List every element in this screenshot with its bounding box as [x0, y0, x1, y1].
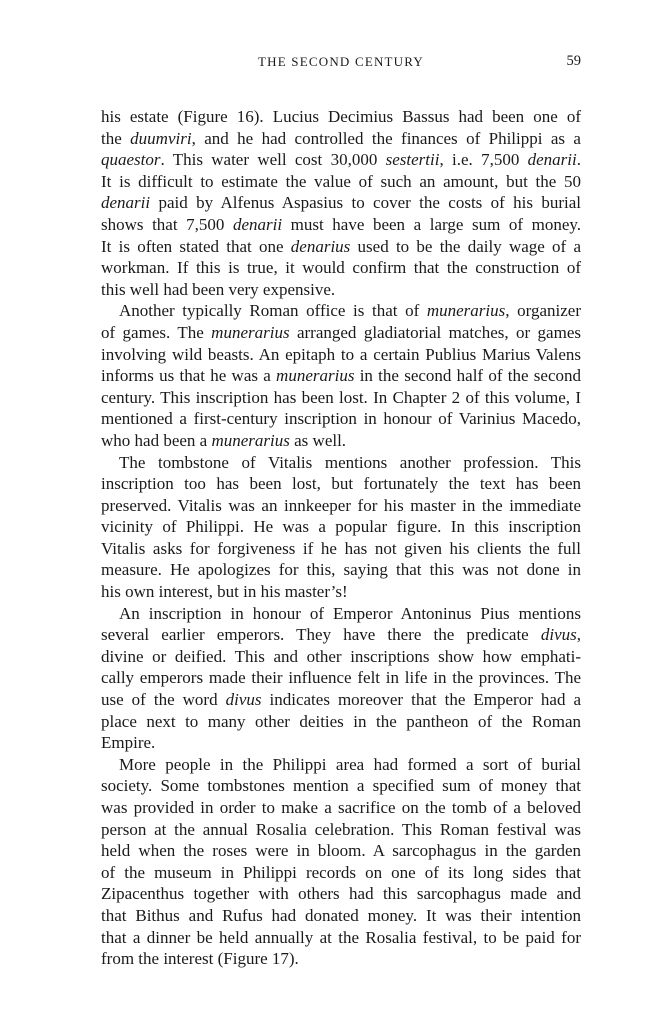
italic-term: denarii: [527, 150, 577, 170]
text-line: [101, 905, 581, 927]
text-line: [101, 927, 581, 949]
text-line: [101, 667, 581, 689]
text-run: this well had been very expensive.: [101, 279, 336, 299]
italic-term: munerarius: [276, 366, 355, 386]
text-line: [101, 689, 581, 711]
text-run: divine or deified. This and other inscriptions show how emphati-: [101, 646, 581, 666]
italic-term: munerarius: [426, 301, 506, 321]
body-text: [101, 106, 581, 970]
text-run: involving wild beasts. An epitaph to a certain Publius Marius Valens: [101, 344, 581, 364]
text-run: Zipacenthus together with others had this sarcophagus made and: [101, 884, 581, 904]
paragraph: [101, 106, 581, 300]
text-line: [101, 775, 581, 797]
text-run: .: [576, 150, 581, 170]
text-run: use of the word: [101, 690, 226, 710]
text-line: [101, 430, 581, 452]
text-run: paid by Alfenus Aspasius to cover the costs of his burial: [150, 193, 581, 213]
text-line: [101, 408, 581, 430]
text-line: [101, 236, 581, 258]
italic-term: munerarius: [211, 322, 290, 342]
italic-term: denarius: [290, 236, 351, 256]
text-line: [101, 624, 581, 646]
text-run: was provided in order to make a sacrifice on the tomb of a beloved: [101, 798, 581, 817]
text-run: informs us that he was a: [101, 366, 277, 386]
italic-term: denarii: [101, 193, 151, 213]
italic-term: quaestor: [101, 150, 161, 170]
text-line: [101, 192, 581, 214]
text-line: [101, 171, 581, 193]
text-run: Empire.: [101, 733, 156, 753]
text-line: [101, 883, 581, 905]
text-run: century. This inscription has been lost. In Chapter 2 of this volume, I: [101, 387, 581, 407]
italic-term: divus: [540, 625, 577, 645]
text-run: shows that 7,500: [101, 214, 233, 234]
text-line: [101, 559, 581, 581]
text-run: inscription too has been lost, but fortunately the text has been: [101, 474, 581, 494]
italic-term: divus: [225, 690, 262, 710]
text-line: [101, 516, 581, 538]
text-run: several earlier emperors. They have there the predicate: [101, 625, 541, 645]
text-line: [101, 473, 581, 495]
running-head: [101, 50, 581, 72]
text-run: preserved. Vitalis was an innkeeper for his master in the immediate: [101, 495, 581, 515]
text-run: his estate (Figure 16). Lucius Decimius Bassus had been one of: [101, 107, 581, 126]
paragraph: [101, 452, 581, 603]
text-run: It is difficult to estimate the value of such an amount, but the 50: [101, 171, 581, 191]
text-line: [101, 214, 581, 236]
text-run: , organizer: [505, 301, 581, 321]
text-line: [101, 257, 581, 279]
text-run: . This water well cost 30,000: [160, 150, 386, 170]
text-run: More people in the Philippi area had formed a sort of burial: [119, 754, 581, 774]
text-run: of games. The: [101, 322, 212, 342]
text-run: his own interest, but in his master’s!: [101, 582, 348, 602]
text-run: , i.e. 7,500: [439, 150, 528, 170]
text-run: ,: [576, 625, 581, 645]
text-run: of the museum in Philippi records on one of its long sides that: [101, 862, 581, 882]
page-number: 59: [566, 53, 581, 69]
text-line: [101, 948, 581, 970]
text-line: [101, 106, 581, 128]
text-run: that a dinner be held annually at the Rosalia festival, to be paid for: [101, 927, 581, 947]
text-run: vicinity of Philippi. He was a popular figure. In this inscription: [101, 517, 581, 537]
text-run: The tombstone of Vitalis mentions another profession. This: [119, 452, 581, 472]
text-run: cally emperors made their influence felt in life in the provinces. The: [101, 668, 581, 688]
text-line: [101, 603, 581, 625]
text-line: [101, 452, 581, 474]
text-run: Vitalis asks for forgiveness if he has not given his clients the full: [101, 538, 581, 558]
text-run: that Bithus and Rufus had donated money. It was their intention: [101, 905, 581, 925]
text-run: arranged gladiatorial matches, or games: [289, 322, 581, 342]
text-run: used to be the daily wage of a: [350, 236, 581, 256]
text-run: indicates moreover that the Emperor had a: [261, 690, 582, 710]
text-line: [101, 365, 581, 387]
text-line: [101, 279, 581, 301]
text-run: in the second half of the second: [354, 366, 581, 386]
italic-term: duumviri: [130, 128, 192, 148]
italic-term: denarii: [232, 214, 283, 234]
text-line: [101, 754, 581, 776]
text-run: place next to many other deities in the pantheon of the Roman: [101, 711, 581, 731]
text-run: society. Some tombstones mention a specified sum of money that: [101, 776, 581, 796]
text-line: [101, 646, 581, 668]
text-line: [101, 495, 581, 517]
text-line: [101, 581, 581, 603]
italic-term: sestertii: [385, 150, 440, 170]
text-line: [101, 149, 581, 171]
text-run: held when the roses were in bloom. A sarcophagus in the garden: [101, 841, 581, 861]
running-title: THE SECOND CENTURY: [257, 54, 425, 69]
paragraph: [101, 754, 581, 970]
text-run: as well.: [289, 430, 347, 450]
text-run: It is often stated that one: [101, 236, 291, 256]
text-line: [101, 128, 581, 150]
text-line: [101, 300, 581, 322]
text-line: [101, 862, 581, 884]
text-line: [101, 711, 581, 733]
text-run: mentioned a first-century inscription in honour of Varinius Macedo,: [101, 409, 581, 429]
text-run: An inscription in honour of Emperor Antoninus Pius mentions: [119, 603, 581, 623]
paragraph: [101, 300, 581, 451]
text-run: , and he had controlled the finances of Philippi as a: [191, 128, 581, 148]
text-run: from the interest (Figure 17).: [101, 949, 299, 969]
italic-term: munerarius: [211, 430, 290, 450]
text-run: the: [101, 128, 131, 148]
text-line: [101, 344, 581, 366]
text-line: [101, 387, 581, 409]
text-line: [101, 819, 581, 841]
text-line: [101, 538, 581, 560]
text-run: who had been a: [101, 430, 212, 450]
paragraph: [101, 603, 581, 754]
text-run: must have been a large sum of money.: [282, 214, 582, 234]
text-line: [101, 840, 581, 862]
text-line: [101, 797, 581, 819]
text-line: [101, 322, 581, 344]
text-run: person at the annual Rosalia celebration. This Roman festival was: [101, 819, 581, 839]
text-run: Another typically Roman office is that of: [119, 301, 427, 321]
text-run: workman. If this is true, it would confirm that the construction of: [101, 258, 581, 278]
text-line: [101, 732, 581, 754]
text-run: measure. He apologizes for this, saying that this was not done in: [101, 560, 581, 580]
